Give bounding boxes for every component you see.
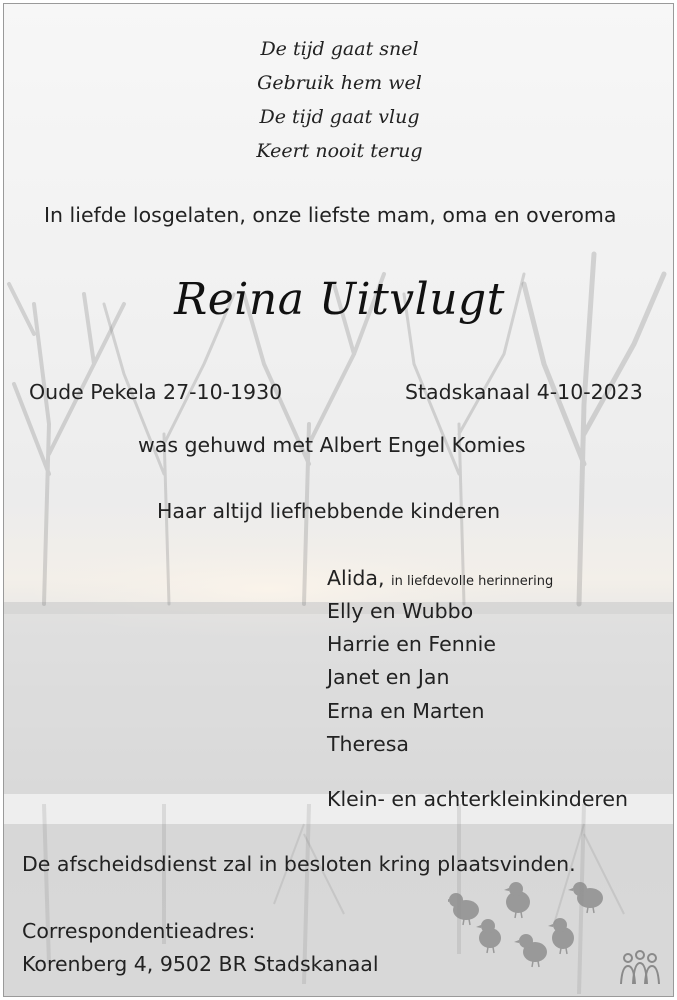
intro-text: In liefde losgelaten, onze liefste mam, oma en overoma	[44, 203, 617, 227]
child-entry: Theresa	[327, 732, 409, 756]
child-entry: Janet en Jan	[327, 665, 450, 689]
child-name: Alida,	[327, 566, 385, 590]
grandchildren-text: Klein- en achterkleinkinderen	[327, 787, 629, 811]
birth-info: Oude Pekela 27-10-1930	[29, 380, 283, 404]
poem-line-2: Gebruik hem wel	[257, 72, 422, 94]
poem-line-3: De tijd gaat vlug	[259, 106, 420, 128]
child-entry: Erna en Marten	[327, 699, 485, 723]
service-text: De afscheidsdienst zal in besloten kring plaatsvinden.	[22, 852, 576, 876]
poem-line-4: Keert nooit terug	[256, 140, 423, 162]
chicks-illustration	[448, 880, 618, 980]
death-info: Stadskanaal 4-10-2023	[405, 380, 643, 404]
child-entry-alida	[327, 566, 553, 590]
child-entry: Elly en Wubbo	[327, 599, 474, 623]
spouse-info: was gehuwd met Albert Engel Komies	[138, 433, 526, 457]
obituary-card	[3, 3, 674, 997]
child-note: in liefdevolle herinnering	[391, 574, 554, 589]
address-text: Korenberg 4, 9502 BR Stadskanaal	[22, 952, 379, 976]
address-label: Correspondentieadres:	[22, 919, 256, 943]
children-heading: Haar altijd liefhebbende kinderen	[157, 499, 501, 523]
child-entry: Harrie en Fennie	[327, 632, 496, 656]
poem-line-1: De tijd gaat snel	[260, 38, 419, 60]
deceased-name: Reina Uitvlugt	[174, 274, 505, 325]
people-logo-icon	[616, 948, 664, 988]
